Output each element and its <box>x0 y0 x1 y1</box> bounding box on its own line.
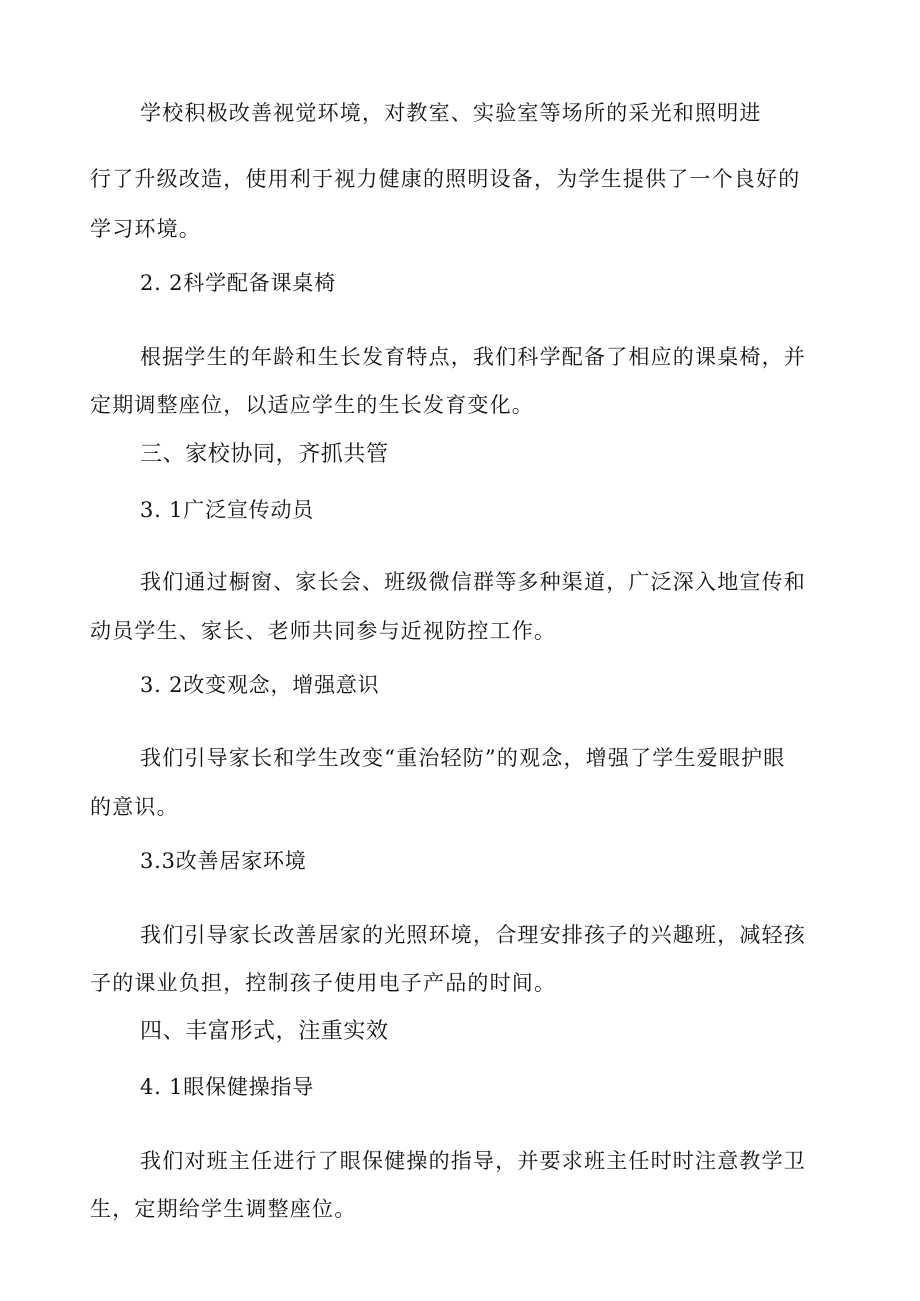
section-title-3-1: 3. 1广泛宣传动员 <box>140 498 315 522</box>
paragraph-line: 行了升级改造，使用利于视力健康的照明设备，为学生提供了一个良好的 <box>90 167 801 191</box>
paragraph-line: 根据学生的年龄和生长发育特点，我们科学配备了相应的课桌椅，并 <box>140 345 806 369</box>
section-title-4-1: 4. 1眼保健操指导 <box>140 1075 315 1099</box>
part-heading-4: 四、丰富形式，注重实效 <box>140 1019 389 1044</box>
paragraph-line: 的意识。 <box>90 795 179 819</box>
paragraph-line: 我们对班主任进行了眼保健操的指导，并要求班主任时时注意教学卫 <box>140 1149 806 1173</box>
paragraph-line: 我们引导家长和学生改变“重治轻防”的观念，增强了学生爱眼护眼 <box>140 746 786 770</box>
paragraph-line: 子的课业负担，控制孩子使用电子产品的时间。 <box>90 971 557 995</box>
section-title-3-3: 3.3改善居家环境 <box>140 849 307 873</box>
section-title-3-2: 3. 2改变观念，增强意识 <box>140 673 380 697</box>
part-heading-3: 三、家校协同，齐抓共管 <box>140 442 389 467</box>
paragraph-line: 生，定期给学生调整座位。 <box>90 1197 357 1221</box>
paragraph-line: 我们通过橱窗、家长会、班级微信群等多种渠道，广泛深入地宣传和 <box>140 570 806 594</box>
paragraph-line: 定期调整座位，以适应学生的生长发育变化。 <box>90 393 534 417</box>
section-title-2-2: 2. 2科学配备课桌椅 <box>140 271 336 295</box>
paragraph-line: 我们引导家长改善居家的光照环境，合理安排孩子的兴趣班，减轻孩 <box>140 923 806 947</box>
paragraph-line: 动员学生、家长、老师共同参与近视防控工作。 <box>90 619 557 643</box>
paragraph-line: 学校积极改善视觉环境，对教室、实验室等场所的采光和照明进 <box>140 101 762 125</box>
paragraph-line: 学习环境。 <box>90 217 201 241</box>
